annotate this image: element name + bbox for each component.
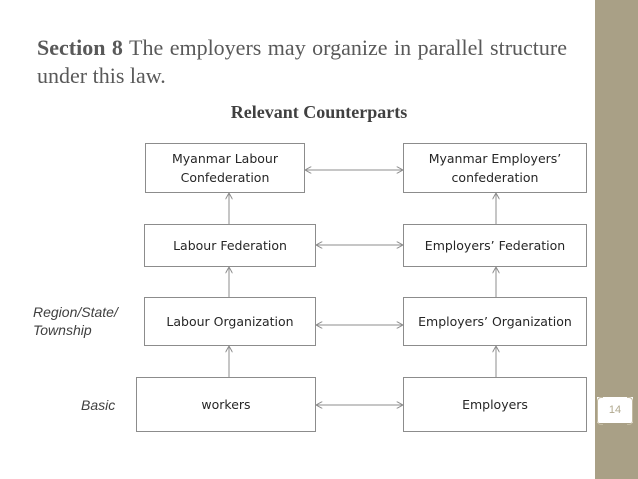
box-labour-organization-label: Labour Organization	[166, 314, 294, 329]
level-label-region: Region/State/ Township	[33, 304, 118, 338]
heading-text: The employers may organize in parallel structure under this law.	[37, 35, 567, 88]
page-number: 14	[608, 404, 622, 416]
box-labour-organization	[144, 297, 316, 346]
box-workers	[136, 377, 316, 432]
box-labour-federation	[144, 224, 316, 267]
box-labour-confederation-label: Myanmar Labour Confederation	[172, 151, 278, 185]
box-employers-organization-label: Employers’ Organization	[418, 314, 572, 329]
box-labour-federation-label: Labour Federation	[173, 238, 287, 253]
box-employers-organization	[403, 297, 587, 346]
box-employers-federation	[403, 224, 587, 267]
box-workers-label: workers	[201, 397, 251, 412]
section-label: Section 8	[37, 35, 123, 60]
level-label-basic: Basic	[81, 397, 116, 413]
box-employers-confederation	[403, 143, 587, 193]
box-employers-label: Employers	[462, 397, 528, 412]
box-labour-confederation	[145, 143, 305, 193]
box-employers-federation-label: Employers’ Federation	[424, 238, 566, 253]
box-employers	[403, 377, 587, 432]
box-employers-confederation-label: Myanmar Employers’ confederation	[428, 151, 562, 185]
diagram-title: Relevant Counterparts	[230, 102, 408, 122]
